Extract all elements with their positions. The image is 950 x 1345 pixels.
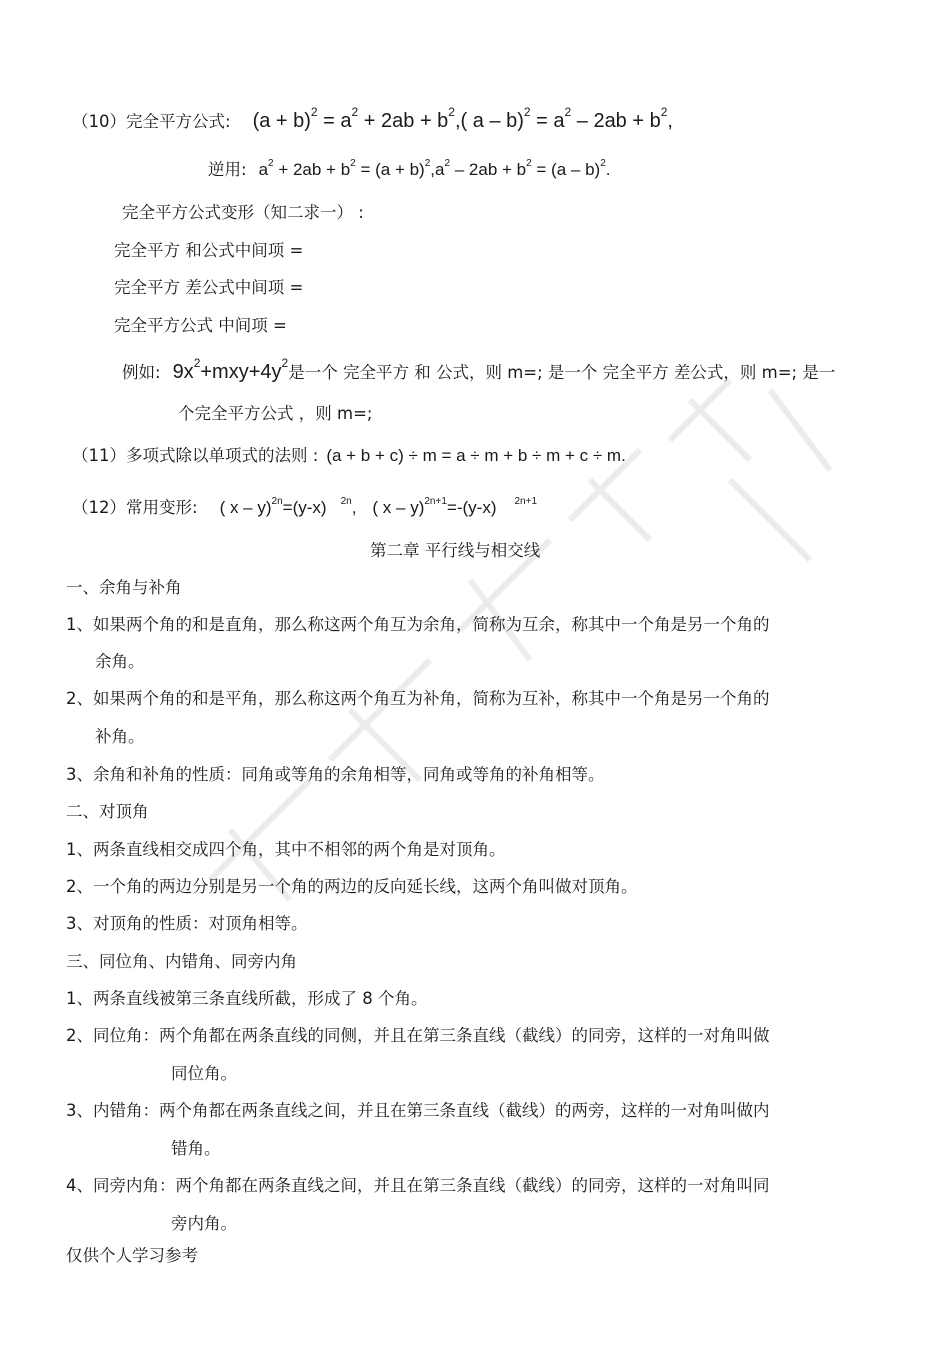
example-line-1 [122, 356, 836, 384]
section-1-item-2-cont: 补角。 [95, 727, 145, 746]
variant-title: 完全平方公式变形（知二求一） : [122, 203, 364, 222]
section-2-item-2: 2、一个角的两边分别是另一个角的两边的反向延长线，这两个角叫做对顶角。 [66, 877, 638, 896]
section-1-item-3: 3、余角和补角的性质：同角或等角的余角相等，同角或等角的补角相等。 [66, 765, 605, 784]
example-label: 例如: [122, 363, 161, 382]
section-3-item-4: 4、同旁内角：两个角都在两条直线之间，并且在第三条直线（截线）的同旁，这样的一对角叫同 [66, 1176, 770, 1195]
formula-10-label: （10）完全平方公式: [72, 112, 231, 131]
formula-10-expression: $(a + b)^2 = a^2 + 2ab + b^2$,( $a - b)^2 = a^2 - 2ab + b^2$, [252, 105, 673, 132]
section-3-item-1: 1、两条直线被第三条直线所截，形成了 8 个角。 [66, 989, 428, 1008]
formula-11-expression: (a + b + c) ÷ m = a ÷ m + b ÷ m + c ÷ m. [326, 446, 626, 465]
section-3-heading: 三、同位角、内错角、同旁内角 [66, 952, 297, 971]
middle-term-general: 完全平方公式 中间项 = [114, 316, 287, 335]
footer-note: 仅供个人学习参考 [66, 1246, 198, 1265]
section-3-item-3-cont: 错角。 [171, 1139, 221, 1158]
section-2-item-1: 1、两条直线相交成四个角，其中不相邻的两个角是对顶角。 [66, 840, 506, 859]
section-1-item-2: 2、如果两个角的和是平角，那么称这两个角互为补角，简称为互补，称其中一个角是另一个角的 [66, 689, 770, 708]
inverse-expression: $a^2 + 2ab + b^2 = (a + b)^2,a^2 - 2ab + b^2 = (a - b)^2$. [258, 158, 611, 179]
formula-11 [72, 445, 626, 467]
section-3-item-3: 3、内错角：两个角都在两条直线之间，并且在第三条直线（截线）的两旁，这样的一对角叫做内 [66, 1101, 770, 1120]
formula-11-label: （11）多项式除以单项式的法则 : [72, 446, 319, 465]
formula-12-expression: ( x – y)$^{2n}$=(y-x) $^{2n}$, ( x – y)$^{2n+1}$=-(y-x) $^{2n+1}$ [219, 496, 538, 517]
section-3-item-2: 2、同位角：两个角都在两条直线的同侧，并且在第三条直线（截线）的同旁，这样的一对角叫做 [66, 1026, 770, 1045]
middle-term-sum: 完全平方 和公式中间项 = [114, 241, 304, 260]
middle-term-diff: 完全平方 差公式中间项 = [114, 278, 304, 297]
section-3-item-4-cont: 旁内角。 [171, 1214, 237, 1233]
formula-10 [72, 105, 673, 133]
section-1-item-1-cont: 余角。 [95, 652, 145, 671]
example-text-1: 是一个 完全平方 和 公式，则 m=; 是一个 完全平方 差公式，则 m=; 是一 [288, 363, 836, 382]
section-2-item-3: 3、对顶角的性质：对顶角相等。 [66, 914, 308, 933]
section-2-heading: 二、对顶角 [66, 802, 149, 821]
watermark [170, 356, 870, 920]
example-expression: $9x^2+mxy+4y^2$ [172, 356, 289, 383]
chapter-title: 第二章 平行线与相交线 [370, 541, 541, 560]
formula-12 [72, 497, 537, 519]
section-3-item-2-cont: 同位角。 [171, 1064, 237, 1083]
formula-12-label: （12）常用变形: [72, 498, 198, 517]
section-1-heading: 一、余角与补角 [66, 578, 182, 597]
formula-inverse [208, 159, 611, 181]
section-1-item-1: 1、如果两个角的和是直角，那么称这两个角互为余角，简称为互余，称其中一个角是另一个角的 [66, 615, 770, 634]
example-line-2: 个完全平方公式 ，则 m=; [178, 404, 373, 423]
inverse-label: 逆用: [208, 160, 247, 179]
